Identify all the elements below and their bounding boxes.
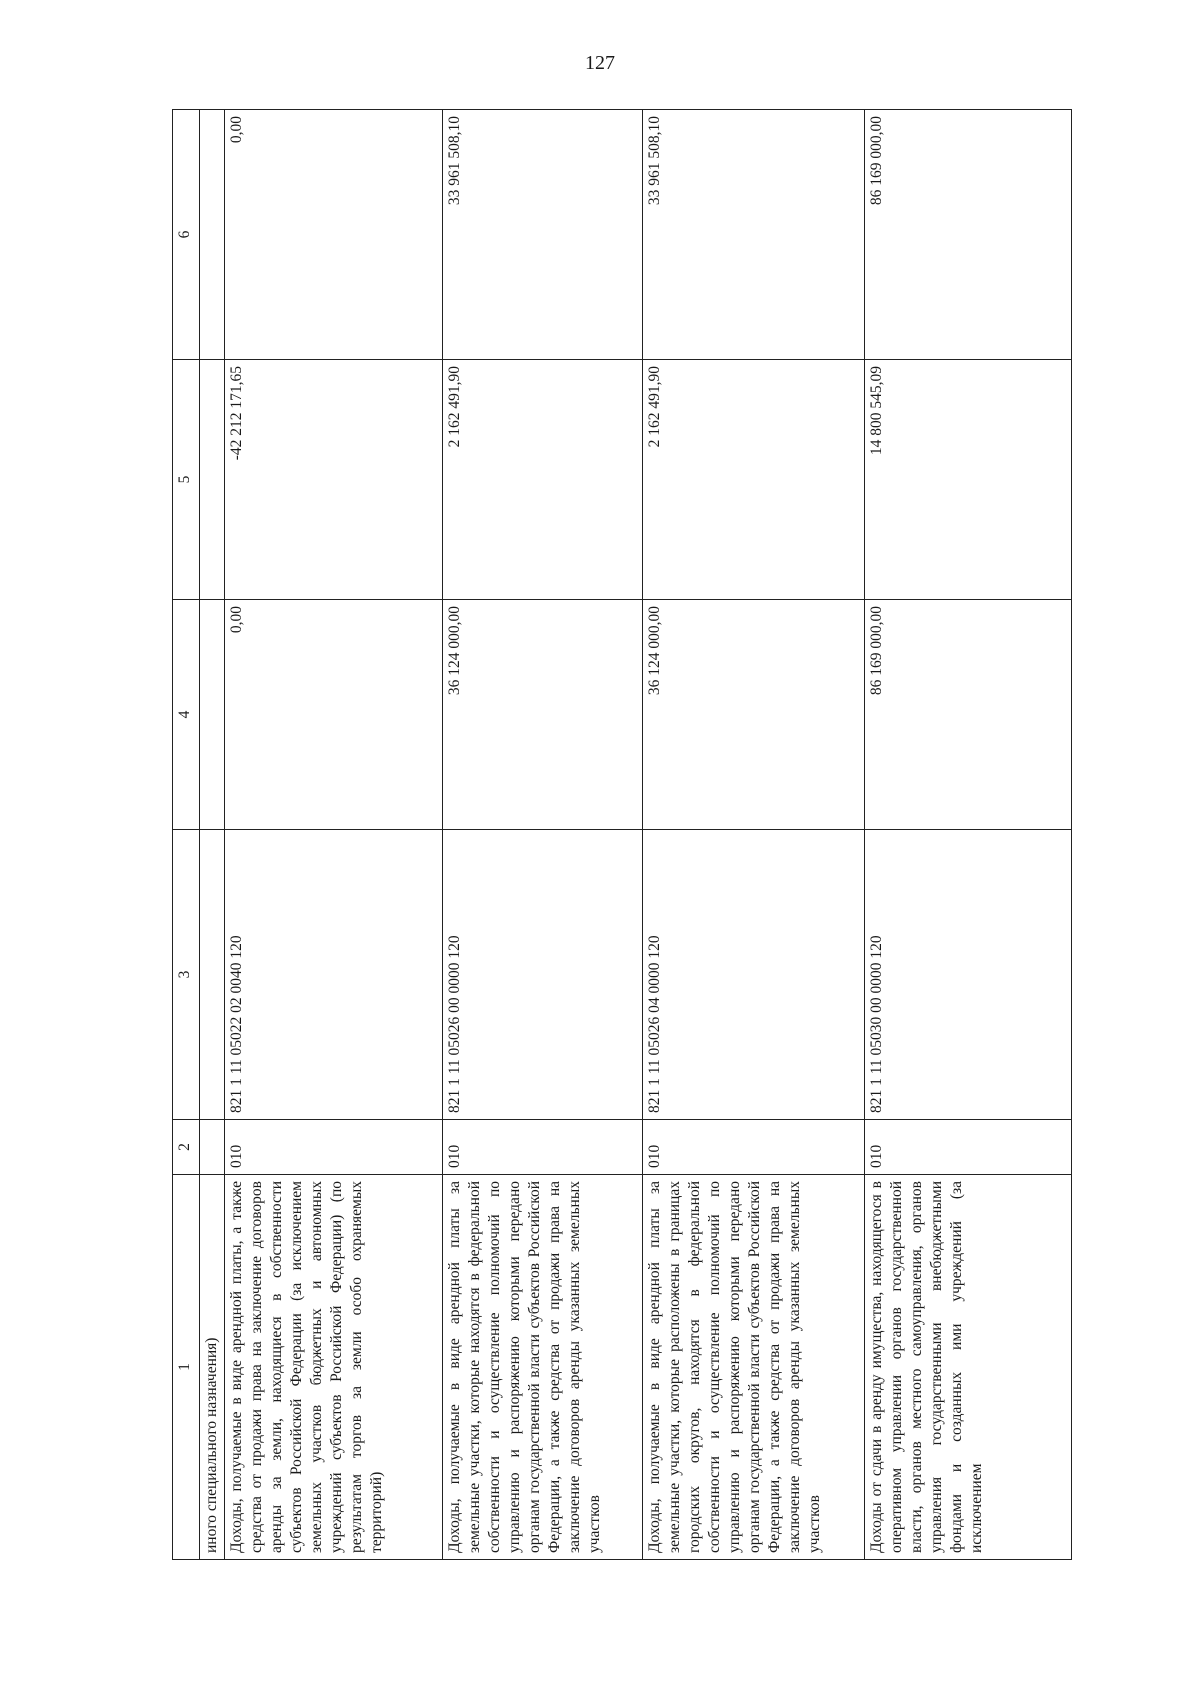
row-description: Доходы от сдачи в аренду имущества, находящегося в оперативном управлении органов государственной власти, органов местного самоуправления, органов управления государственными внебюджетными фондами и созданных ими учреждений (за исключением: [865, 1175, 1072, 1560]
row-description: Доходы, получаемые в виде арендной платы за земельные участки, которые находятся в федеральной собственности и осуществление полномочий по управлению и распоряжению которыми передано органам государственной власти субъектов Российской Федерации, а также средства от продажи права на заключение договоров аренды указанных земельных участков: [443, 1175, 643, 1560]
header-row: [173, 110, 200, 1560]
row-budget-code: 821 1 11 05026 00 0000 120: [443, 830, 643, 1120]
row-col4-value: 0,00: [225, 600, 443, 830]
empty-cell: [200, 1120, 225, 1175]
header-cell: 2: [173, 1120, 200, 1175]
header-cell: 1: [173, 1175, 200, 1560]
empty-cell: [200, 110, 225, 360]
row-admin-code: 010: [865, 1120, 1072, 1175]
row-budget-code: 821 1 11 05030 00 0000 120: [865, 830, 1072, 1120]
row-col5-value: 2 162 491,90: [643, 360, 865, 600]
row-col6-value: 0,00: [225, 110, 443, 360]
row-col6-value: 33 961 508,10: [443, 110, 643, 360]
row-col5-value: 14 800 545,09: [865, 360, 1072, 600]
table-row: [443, 110, 643, 1560]
page-number: 127: [585, 52, 615, 74]
header-cell: 5: [173, 360, 200, 600]
row-col5-value: -42 212 171,65: [225, 360, 443, 600]
empty-cell: [200, 830, 225, 1120]
row-admin-code: 010: [443, 1120, 643, 1175]
table-row: [643, 110, 865, 1560]
header-cell: 4: [173, 600, 200, 830]
table-row: [865, 110, 1072, 1560]
row-admin-code: 010: [225, 1120, 443, 1175]
row-description: Доходы, получаемые в виде арендной платы за земельные участки, которые расположены в границах городских округов, находятся в федеральной собственности и осуществление полномочий по управлению и распоряжению которыми передано органам государственной власти субъектов Российской Федерации, а также средства от продажи права на заключение договоров аренды указанных земельных участков: [643, 1175, 865, 1560]
rotated-table-container: [172, 110, 1072, 1560]
continuation-row: [200, 110, 225, 1560]
row-col4-value: 36 124 000,00: [443, 600, 643, 830]
row-col6-value: 86 169 000,00: [865, 110, 1072, 360]
row-admin-code: 010: [643, 1120, 865, 1175]
row-budget-code: 821 1 11 05026 04 0000 120: [643, 830, 865, 1120]
row-col5-value: 2 162 491,90: [443, 360, 643, 600]
row-budget-code: 821 1 11 05022 02 0040 120: [225, 830, 443, 1120]
revenue-table: [172, 109, 1072, 1560]
row-col4-value: 36 124 000,00: [643, 600, 865, 830]
row-col4-value: 86 169 000,00: [865, 600, 1072, 830]
table-row: [225, 110, 443, 1560]
header-cell: 6: [173, 110, 200, 360]
header-cell: 3: [173, 830, 200, 1120]
row-col6-value: 33 961 508,10: [643, 110, 865, 360]
continuation-text: иного специального назначения): [200, 1175, 225, 1560]
row-description: Доходы, получаемые в виде арендной платы, а также средства от продажи права на заключение договоров аренды за земли, находящиеся в собственности субъектов Российской Федерации (за исключением земельных участков бюджетных и автономных учреждений субъектов Российской Федерации) (по результатам торгов за земли особо охраняемых территорий): [225, 1175, 443, 1560]
empty-cell: [200, 360, 225, 600]
empty-cell: [200, 600, 225, 830]
